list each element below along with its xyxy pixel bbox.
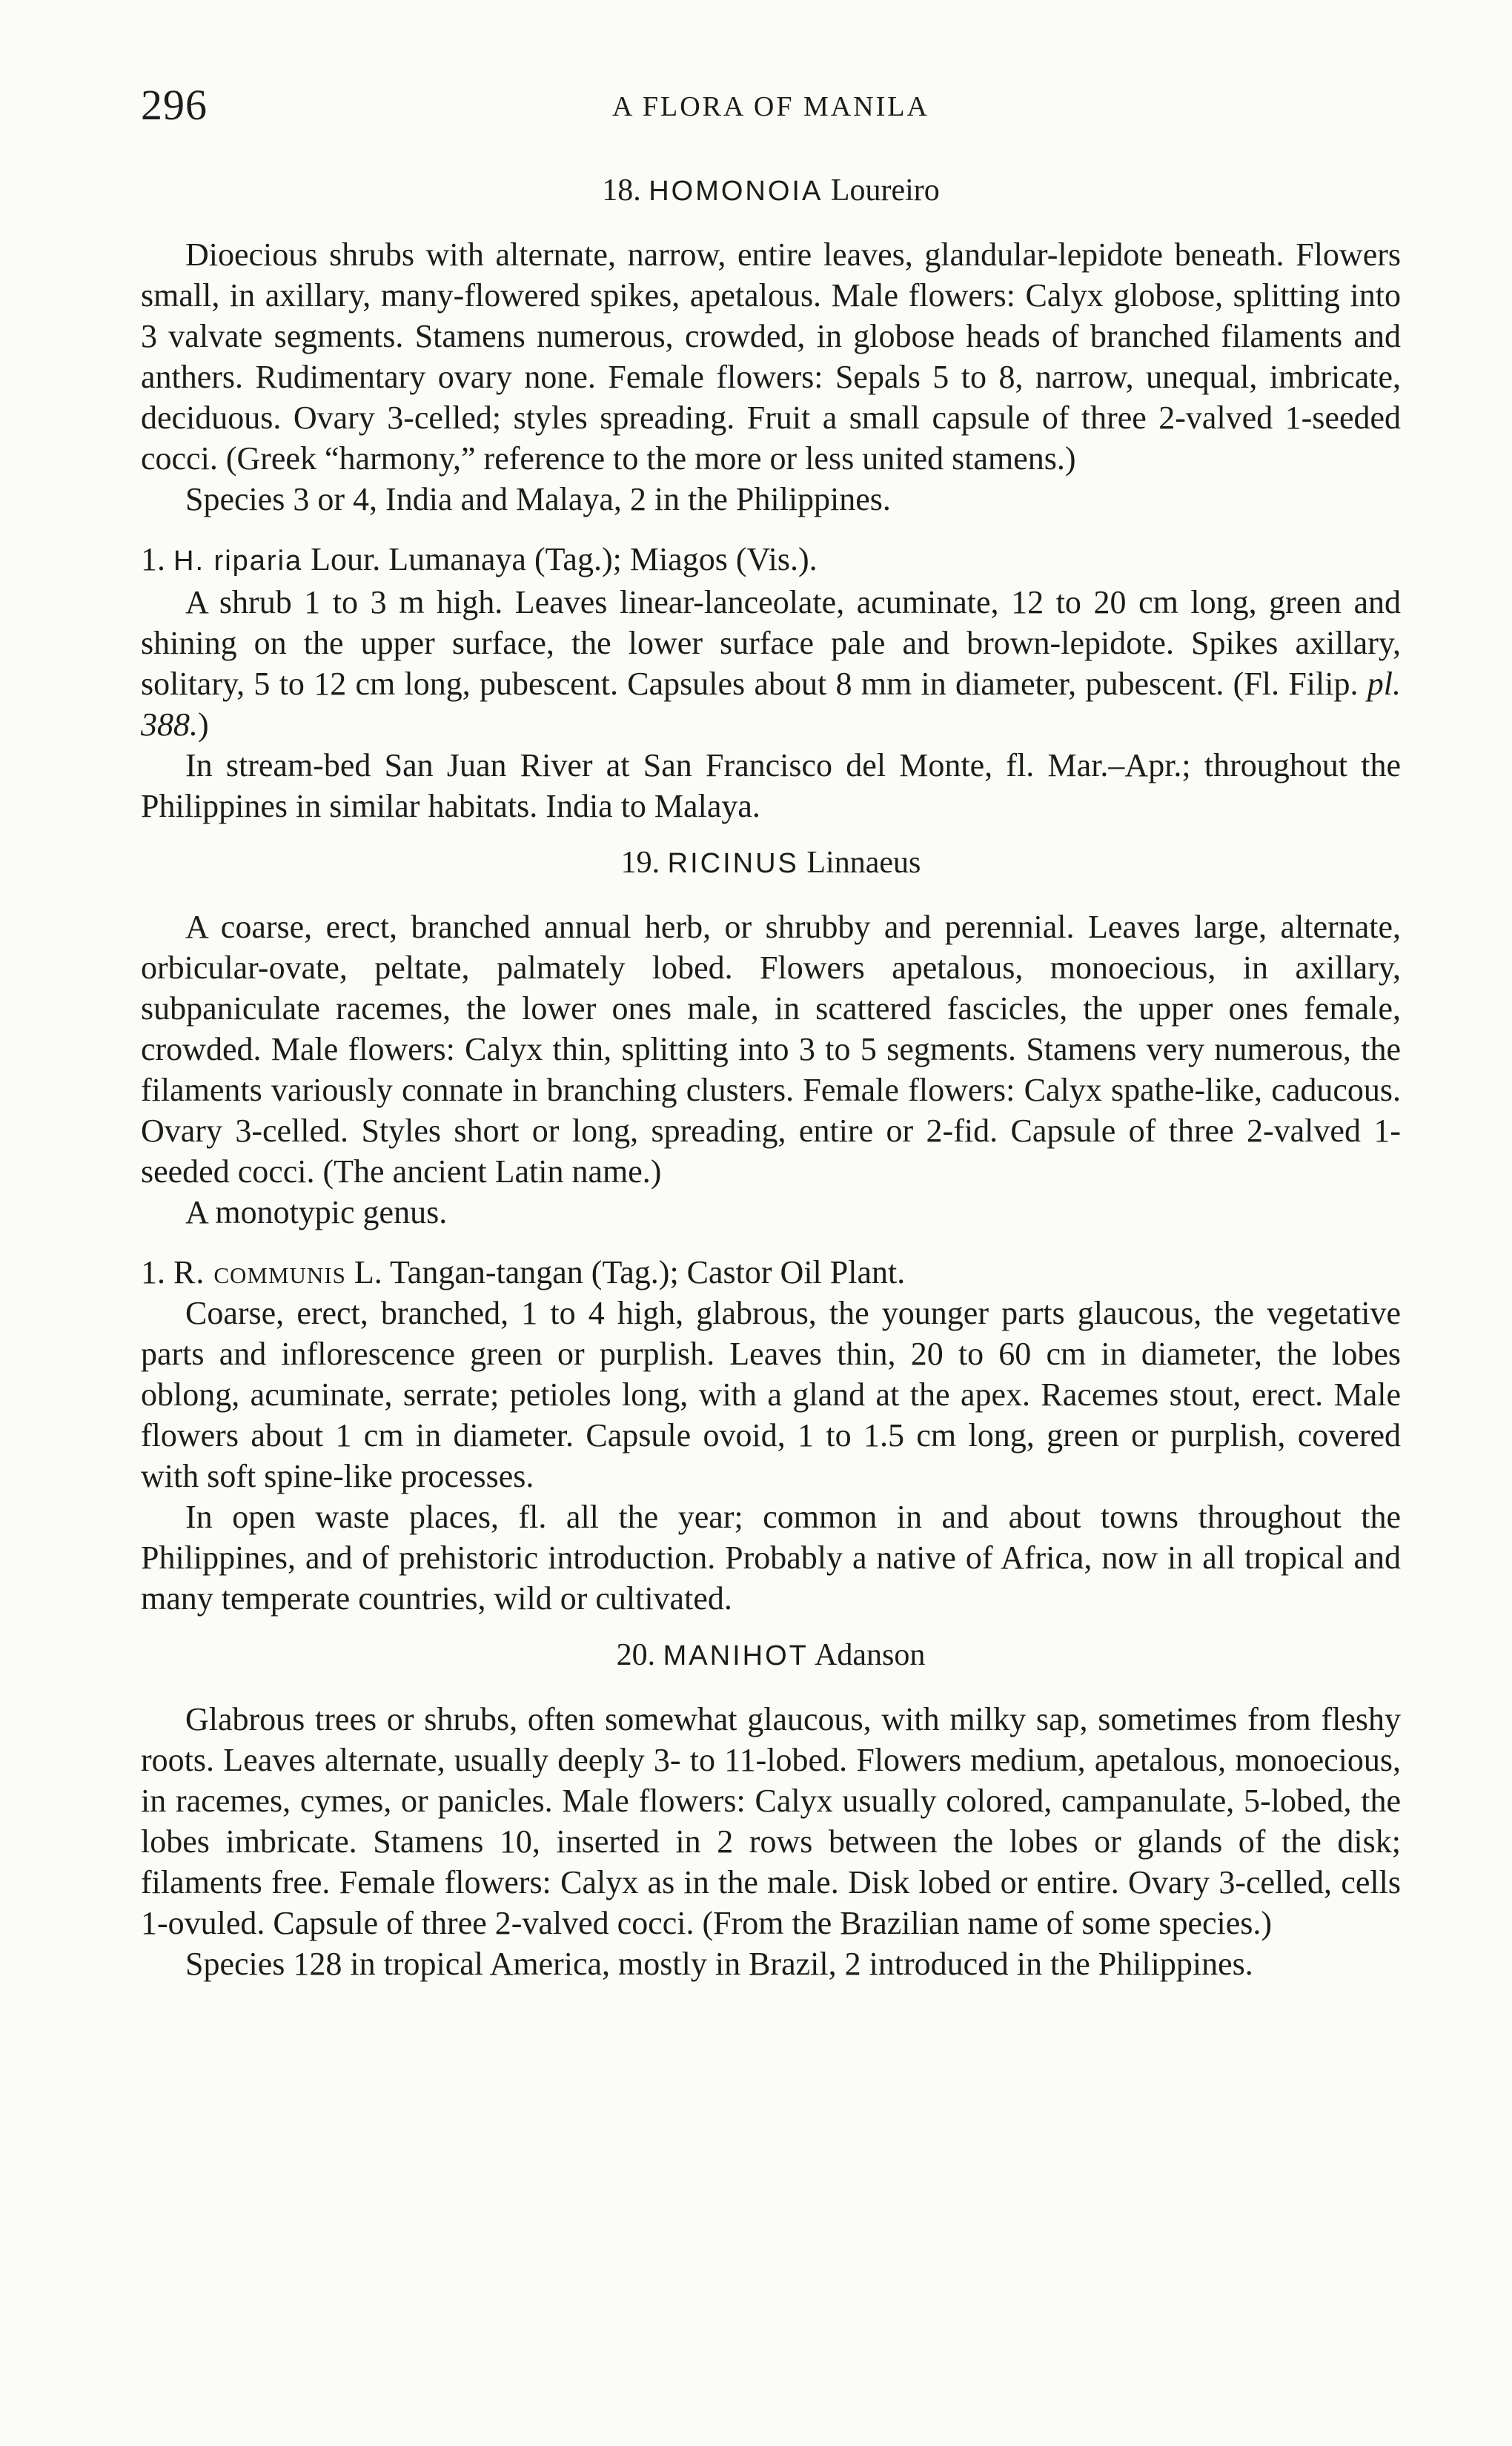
- genus-number: 18.: [602, 173, 641, 208]
- species-author: L.: [354, 1254, 382, 1290]
- species-description: [141, 582, 1401, 745]
- genus-heading-manihot: [141, 1635, 1401, 1677]
- genus-description: Dioecious shrubs with alternate, narrow, entire leaves, glandular-lepidote beneath. Flowers small, in axillary, many-flowered spikes, apetalous. Male flowers: Calyx globose, splitting into 3 valvate segments. Stamens numerous, crowded, in globose heads of branched filaments and anthers. Rudimentary ovary none. Female flowers: Sepals 5 to 8, narrow, unequal, imbricate, deciduous. Ovary 3-celled; styles spreading. Fruit a small capsule of three 2-valved 1-seeded cocci. (Greek “harmony,” reference to the more or less united stamens.): [141, 236, 1401, 477]
- genus-author: Loureiro: [830, 173, 940, 208]
- species-habitat: In stream-bed San Juan River at San Francisco del Monte, fl. Mar.–Apr.; throughout the Philippines in similar habitats. India to Malaya.: [141, 747, 1401, 824]
- genus-name: MANIHOT: [663, 1640, 809, 1671]
- running-head: [141, 80, 1401, 139]
- species-description: Coarse, erect, branched, 1 to 4 high, glabrous, the younger parts glaucous, the vegetative parts and inflorescence green or purplish. Leaves thin, 20 to 60 cm in diameter, the lobes oblong, acuminate, serrate; petioles long, with a gland at the apex. Racemes stout, erect. Male flowers about 1 cm in diameter. Capsule ovoid, 1 to 1.5 cm long, green or purplish, covered with soft spine-like processes.: [141, 1295, 1401, 1494]
- species-habitat: In open waste places, fl. all the year; common in and about towns throughout the Philippines, and of prehistoric introduction. Probably a native of Africa, now in all tropical and many temperate countries, wild or cultivated.: [141, 1499, 1401, 1617]
- genus-heading-ricinus: [141, 843, 1401, 884]
- species-number: 1.: [141, 1254, 165, 1290]
- species-number: 1.: [141, 541, 165, 577]
- genus-description: Glabrous trees or shrubs, often somewhat glaucous, with milky sap, sometimes from fleshy roots. Leaves alternate, usually deeply 3- to 11-lobed. Flowers medium, apetalous, monoecious, in racemes, cymes, or panicles. Male flowers: Calyx usually colored, campanulate, 5-lobed, the lobes imbricate. Stamens 10, inserted in 2 rows between the lobes or glands of the disk; filaments free. Female flowers: Calyx as in the male. Disk lobed or entire. Ovary 3-celled, cells 1-ovuled. Capsule of three 2-valved cocci. (From the Brazilian name of some species.): [141, 1701, 1401, 1941]
- species-count: Species 3 or 4, India and Malaya, 2 in the Philippines.: [185, 481, 891, 517]
- page-content: [141, 170, 1401, 1984]
- page-number: 296: [141, 81, 208, 129]
- genus-author: Linnaeus: [806, 846, 921, 880]
- running-title: A FLORA OF MANILA: [612, 91, 929, 122]
- species-entry-r-communis: [141, 1252, 1401, 1293]
- species-description-text: A shrub 1 to 3 m high. Leaves linear-lanceolate, acuminate, 12 to 20 cm long, green and shining on the upper surface, the lower surface pale and brown-lepidote. Spikes axillary, solitary, 5 to 12 cm long, pubescent. Capsules about 8 mm in diameter, pubescent. (Fl. Filip.: [141, 584, 1401, 702]
- species-entry-h-riparia: [141, 539, 1401, 582]
- species-count: A monotypic genus.: [185, 1194, 448, 1230]
- genus-name: RICINUS: [667, 848, 799, 879]
- genus-heading-homonoia: [141, 170, 1401, 212]
- genus-description: A coarse, erect, branched annual herb, or shrubby and perennial. Leaves large, alternate, orbicular-ovate, peltate, palmately lobed. Flowers apetalous, monoecious, in axillary, subpaniculate racemes, the lower ones male, in scattered fascicles, the upper ones female, crowded. Male flowers: Calyx thin, splitting into 3 to 5 segments. Stamens very numerous, the filaments variously connate in branching clusters. Female flowers: Calyx spathe-like, caducous. Ovary 3-celled. Styles short or long, spreading, entire or 2-fid. Capsule of three 2-valved 1-seeded cocci. (The ancient Latin name.): [141, 909, 1401, 1190]
- genus-number: 19.: [620, 846, 660, 880]
- species-count: Species 128 in tropical America, mostly in Brazil, 2 introduced in the Philippines.: [185, 1946, 1253, 1982]
- species-name: H. riparia: [173, 546, 303, 577]
- genus-number: 20.: [616, 1638, 656, 1672]
- common-names: Lumanaya (Tag.); Miagos (Vis.).: [388, 541, 818, 577]
- common-names: Tangan-tangan (Tag.); Castor Oil Plant.: [390, 1254, 906, 1290]
- plate-reference: pl. 388.: [141, 666, 1401, 743]
- plate-close: ): [198, 706, 209, 743]
- genus-author: Adanson: [815, 1638, 926, 1672]
- genus-name: HOMONOIA: [649, 176, 823, 207]
- species-name: R. communis: [173, 1254, 346, 1290]
- species-author: Lour.: [311, 541, 381, 577]
